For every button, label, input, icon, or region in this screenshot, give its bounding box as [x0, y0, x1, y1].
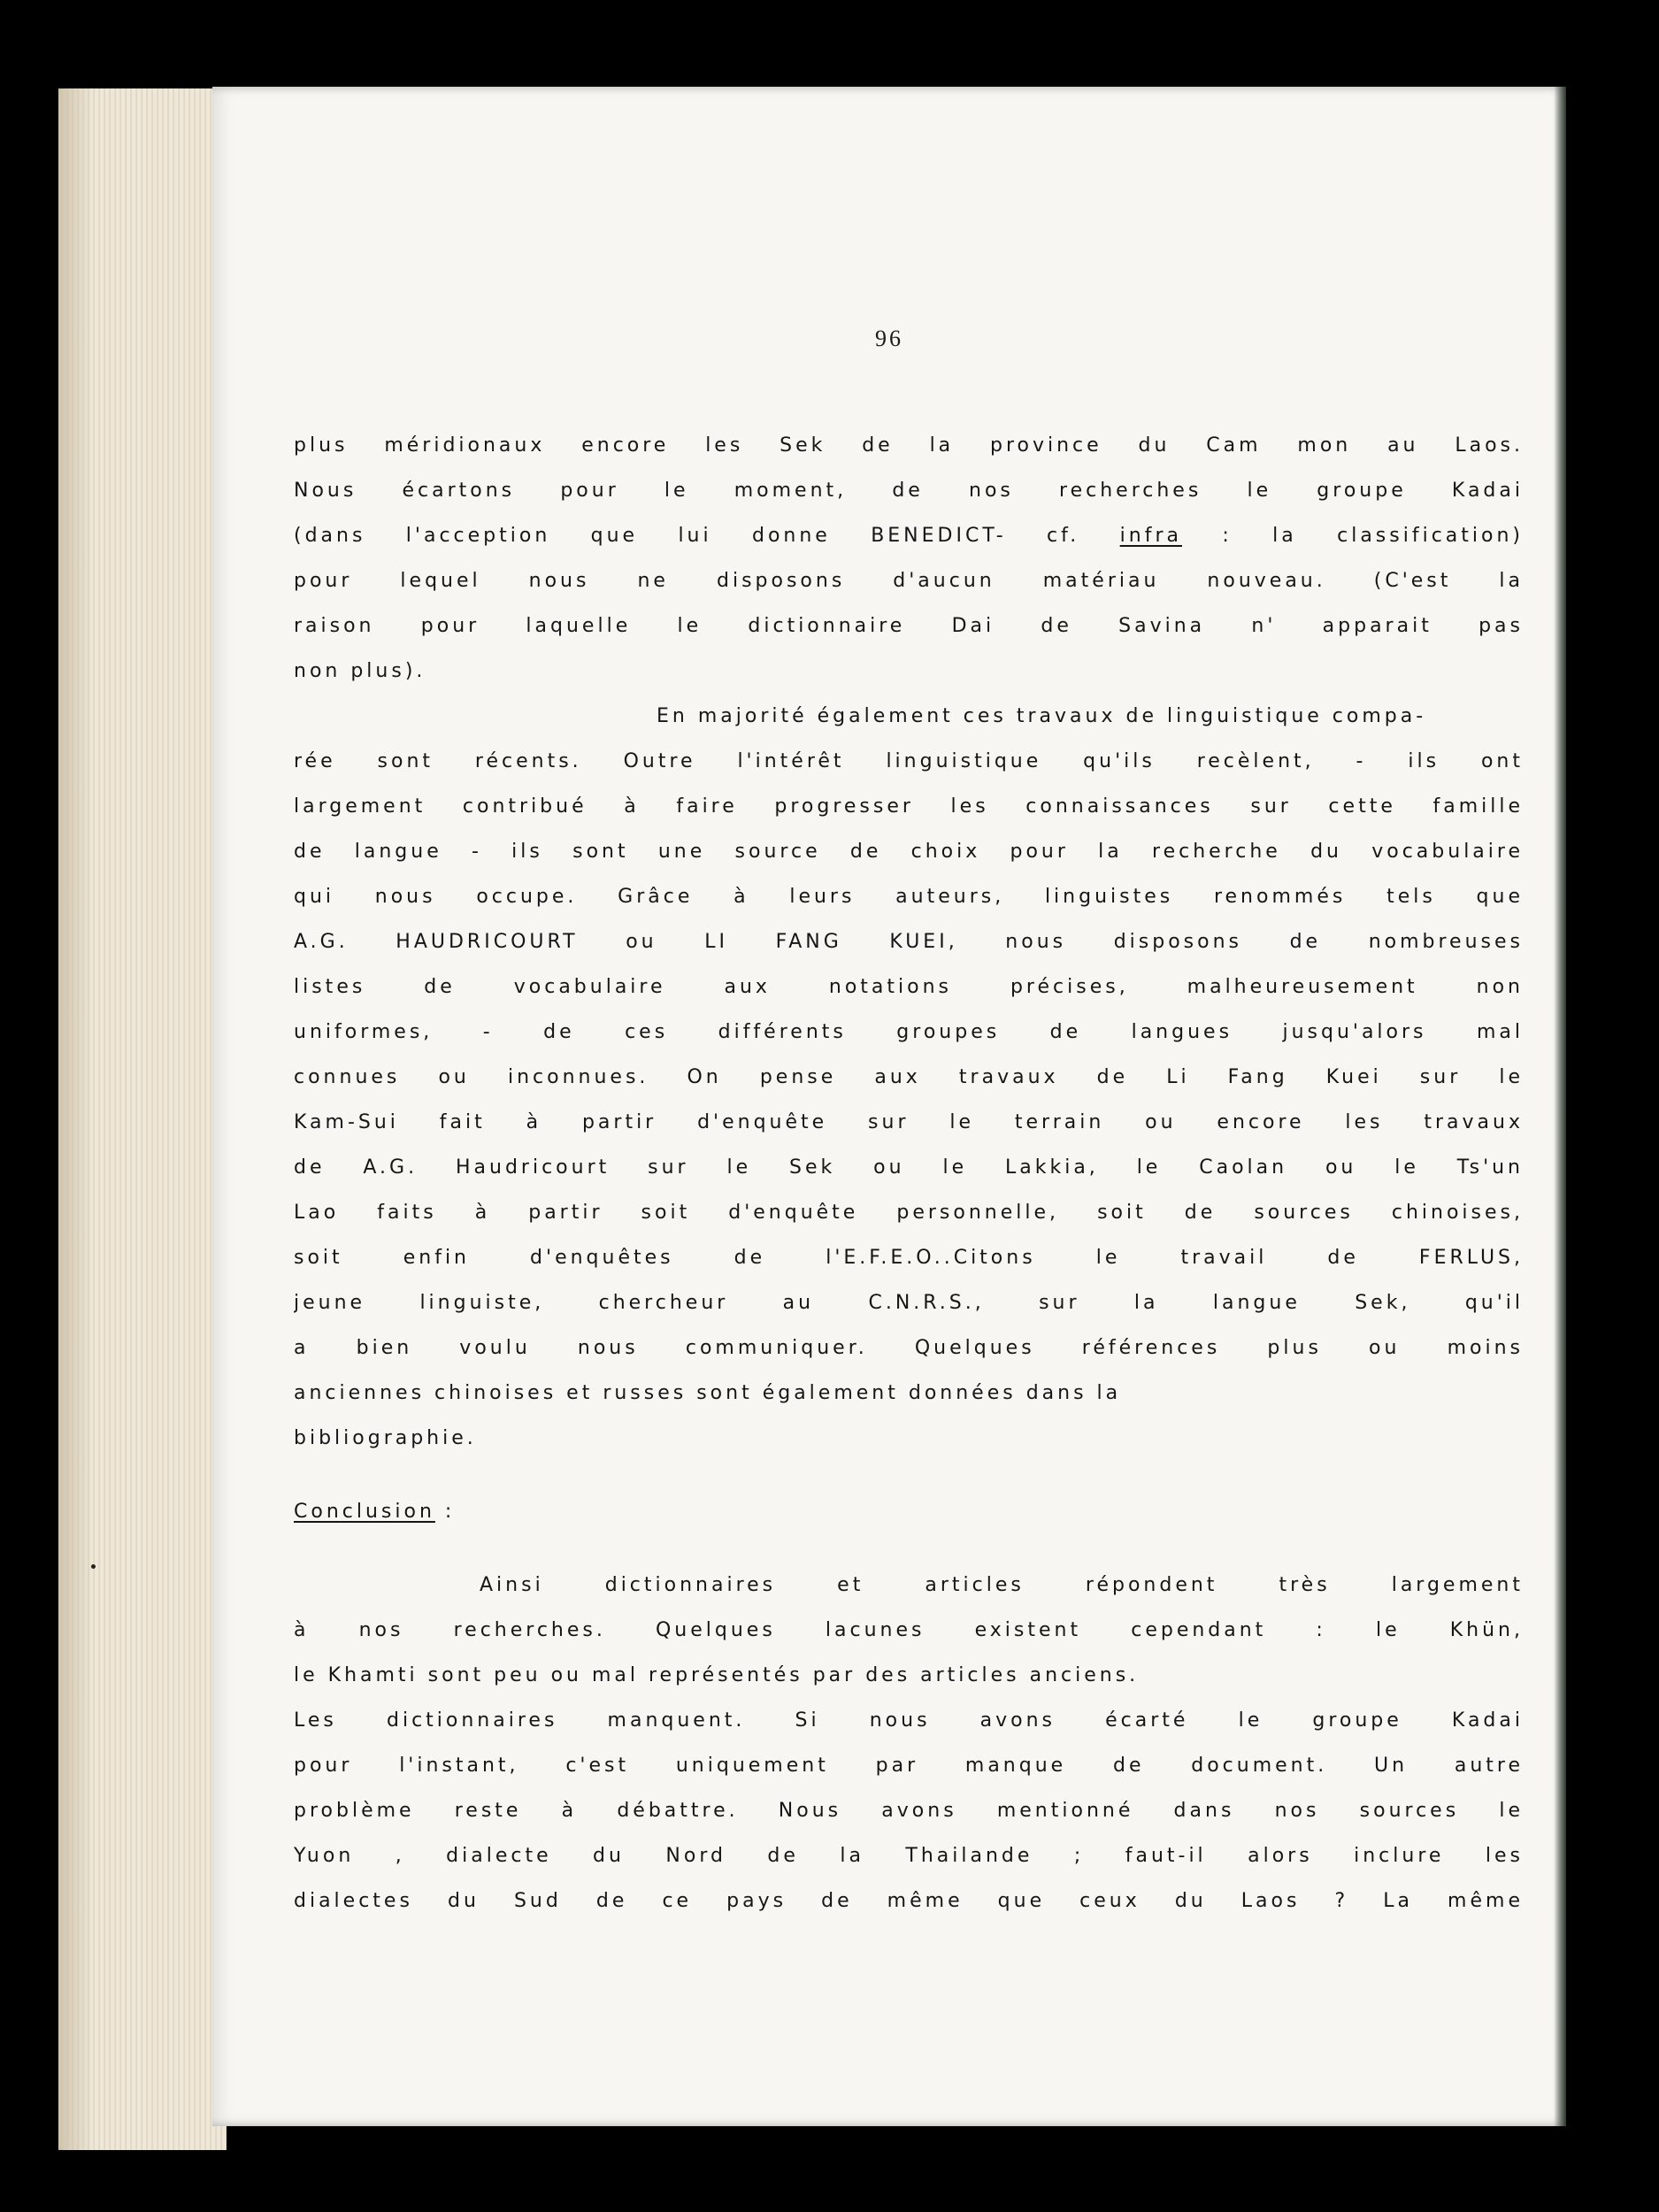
spacer — [294, 1461, 1524, 1489]
text-line: anciennes chinoises et russes sont également données dans la — [294, 1382, 1122, 1404]
text-line: Les dictionnaires manquent. Si nous avons écarté le groupe Kadai — [294, 1709, 1524, 1732]
text-line: jeune linguiste, chercheur au C.N.R.S., sur la langue Sek, qu'il — [294, 1292, 1524, 1314]
page-number: 96 — [875, 326, 903, 351]
text-line: pour lequel nous ne disposons d'aucun matériau nouveau. (C'est la — [294, 570, 1524, 592]
text-line: raison pour laquelle le dictionnaire Dai de Savina n' apparait pas — [294, 615, 1524, 637]
text-line: bibliographie. — [294, 1427, 477, 1449]
paragraph-conclusion — [294, 1563, 1524, 1924]
text-line: En majorité également ces travaux de linguistique compa- — [657, 705, 1427, 727]
text-line: de A.G. Haudricourt sur le Sek ou le Lakkia, le Caolan ou le Ts'un — [294, 1156, 1524, 1179]
text-line: à nos recherches. Quelques lacunes existent cependant : le Khün, — [294, 1619, 1524, 1641]
book-page-edges — [58, 88, 227, 2150]
text-line: uniformes, - de ces différents groupes de langues jusqu'alors mal — [294, 1021, 1524, 1043]
text-line: Ainsi dictionnaires et articles répondent très largement — [480, 1574, 1524, 1596]
text-line: Kam-Sui fait à partir d'enquête sur le terrain ou encore les travaux — [294, 1111, 1524, 1133]
paragraph-sources-continued — [294, 423, 1524, 694]
text-line: Nous écartons pour le moment, de nos recherches le groupe Kadai — [294, 480, 1524, 502]
text-line: qui nous occupe. Grâce à leurs auteurs, linguistes renommés tels que — [294, 886, 1524, 908]
spine-shadow — [1554, 87, 1566, 2126]
text-line: de langue - ils sont une source de choix pour la recherche du vocabulaire — [294, 841, 1524, 863]
text-line: plus méridionaux encore les Sek de la province du Cam mon au Laos. — [294, 434, 1524, 457]
text-line: le Khamti sont peu ou mal représentés par des articles anciens. — [294, 1664, 1140, 1686]
text-line: non plus). — [294, 660, 426, 682]
paragraph-comparative-linguistics — [294, 694, 1524, 1461]
text-line: A.G. HAUDRICOURT ou LI FANG KUEI, nous disposons de nombreuses — [294, 931, 1524, 953]
conclusion-title: Conclusion — [294, 1501, 435, 1523]
text-line: largement contribué à faire progresser les connaissances sur cette famille — [294, 795, 1524, 818]
text-line: dialectes du Sud de ce pays de même que ceux du Laos ? La même — [294, 1890, 1524, 1912]
text-line: Yuon , dialecte du Nord de la Thailande ; faut-il alors inclure les — [294, 1845, 1524, 1867]
text-line: rée sont récents. Outre l'intérêt linguistique qu'ils recèlent, - ils ont — [294, 750, 1524, 772]
text-line: listes de vocabulaire aux notations précises, malheureusement non — [294, 976, 1524, 998]
text-segment: : la classification) — [1222, 525, 1524, 547]
page-body — [294, 423, 1524, 1924]
heading-colon: : — [444, 1501, 456, 1523]
spacer — [294, 1534, 1524, 1563]
text-line: connues ou inconnues. On pense aux travaux de Li Fang Kuei sur le — [294, 1066, 1524, 1088]
text-line: problème reste à débattre. Nous avons mentionné dans nos sources le — [294, 1800, 1524, 1822]
margin-mark — [91, 1564, 96, 1569]
conclusion-heading — [294, 1489, 1524, 1534]
text-segment: (dans l'acception que lui donne BENEDICT- cf. — [294, 525, 1080, 547]
emphasis-infra: infra — [1119, 525, 1182, 547]
text-line: Lao faits à partir soit d'enquête personnelle, soit de sources chinoises, — [294, 1202, 1524, 1224]
text-line — [294, 513, 1524, 558]
text-line: a bien voulu nous communiquer. Quelques références plus ou moins — [294, 1337, 1524, 1359]
text-line: soit enfin d'enquêtes de l'E.F.E.O..Citons le travail de FERLUS, — [294, 1247, 1524, 1269]
text-line: pour l'instant, c'est uniquement par manque de document. Un autre — [294, 1755, 1524, 1777]
